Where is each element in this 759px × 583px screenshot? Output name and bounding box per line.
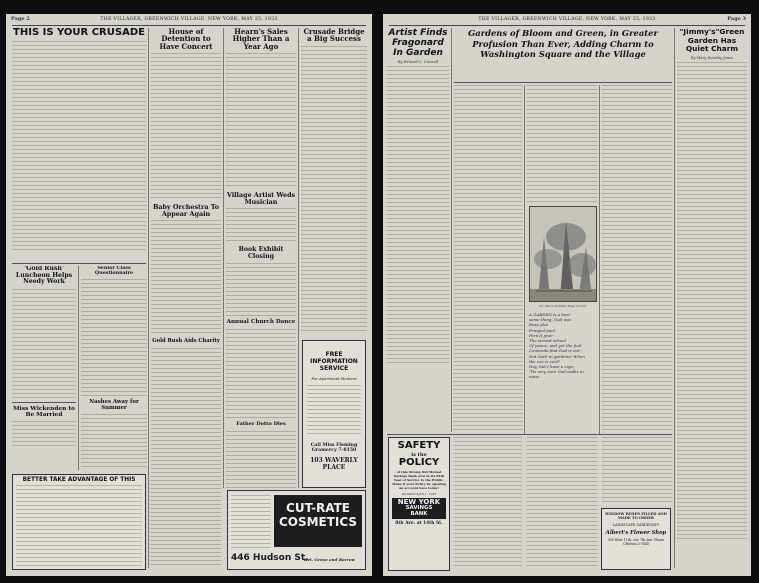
fragonard-headline: Artist Finds Fragonard In Garden [388,28,448,58]
fragonard-byline: By Edward C. Caswell [397,60,439,64]
gold-rush-aids-headline: Gold Rush Aids Charity [152,338,220,345]
nashes-body-text [81,414,147,470]
poem-line: 'Tis very sure God walks in [529,369,584,375]
book-closing-headline: Book Exhibit Closing [238,246,284,260]
cosmetics-price-list [231,495,271,551]
gardens-body-text [527,85,597,203]
section-divider [454,82,672,83]
crusade-body-text [12,41,146,253]
senior-class-headline: Senior Class Questionnaire [94,266,134,277]
left-newspaper-page [6,14,372,576]
poem-line: some thing, God wot. [529,317,573,323]
poem-line: Of peace; and yet the fool [529,343,582,349]
column-divider [451,28,452,432]
gardens-body-text [454,437,522,569]
poem-line: mine. [529,374,541,380]
nashes-headline: Nashes Away for Summer [89,399,139,411]
column-3 [226,28,296,488]
better-take-headline: BETTER TAKE ADVANTAGE OF THIS [22,477,136,483]
safety-body: of this Strong Old Mutual Savings Bank now in its 84th Year of Service to the Public. Make it your Policy by opening an account here today! [392,470,446,490]
bank-address: 8th Ave. at 14th St. [395,520,443,526]
jimmys-byline: By Mary Dorothy Jones [690,55,734,60]
poem-line: Fringed pool [529,327,555,333]
right-newspaper-page [383,14,751,576]
right-page-masthead: THE VILLAGER, GREENWICH VILLAGE, NEW YORK, MAY 25, 1933 [478,17,656,22]
poem-line: Contends that God is not-- [529,348,583,354]
column-4 [301,28,367,338]
house-detention-body-text [151,53,221,201]
cosmetics-corner: Bet. Grove and Barrow [304,557,355,562]
cosmetics-ad [227,490,366,570]
wickenden-body-text [12,421,76,446]
flower-shop-title: WINDOW BOXES FILLED AND MADE TO ORDER [605,512,667,521]
flower-shop-name: Albert's Flower Shop [605,529,667,536]
cosmetics-address: 446 Hudson St. [231,553,309,563]
father-dies-headline: Father Dotto Dies [236,421,286,428]
column-divider [524,85,525,435]
flower-shop-subtitle: LANDSCAPE GARDENING [612,522,660,527]
free-info-address: 103 WAVERLY PLACE [310,457,358,471]
artist-weds-headline: Village Artist Weds Musician [226,191,296,206]
policy-heading: POLICY [398,456,440,468]
gardens-lower-col-3 [602,437,672,505]
garden-photo [529,206,597,302]
bridge-headline: Crusade Bridge a Big Success [303,28,365,44]
bank-name-line-2: SAVINGS [405,505,433,512]
better-take-advantage-box [12,474,146,570]
father-dies-body-text [226,431,296,488]
column-divider [298,28,299,488]
section-divider [387,434,672,435]
safety-is-the: is the [411,451,427,458]
column-divider [78,266,79,470]
bank-name-banner [392,498,446,519]
garden-poem [529,312,599,380]
free-information-ad [302,340,366,488]
poem-line: Rose plot [529,322,548,328]
gardens-body-text [527,437,597,569]
section-divider [12,263,146,264]
column-divider [148,28,149,568]
safety-heading: SAFETY [397,440,441,451]
cosmetics-title: CUT-RATE COSMETICS [278,501,358,529]
free-info-body-text [307,385,361,437]
garden-photo-caption: Dr. Otto's Sunnier Rose Corner [539,304,587,308]
house-detention-headline: House of Detention to Have Concert [159,28,213,51]
right-page-folio: Page 3 [727,16,746,22]
gardens-lower-col-1 [454,437,522,571]
artist-weds-body-text [226,208,296,244]
wickenden-headline: Miss Wickenden to Be Married [13,405,75,418]
free-info-subtitle: For Apartment Hunters [311,376,357,381]
luncheon-headline: 'Gold Rush' Luncheon Helps Needy Work [15,266,73,285]
crusade-article [12,28,146,260]
baby-orchestra-headline: Baby Orchestra To Appear Again [152,203,220,218]
gardens-headline-block [454,28,672,80]
senior-class-article [81,266,147,470]
poem-line: Fern'd grot-- [529,332,555,338]
column-divider [599,85,600,435]
fragonard-body-text [387,66,449,366]
savings-bank-ad [388,437,450,571]
jimmys-body-text [677,62,747,542]
free-info-phone: Gramercy 7-8150 [311,448,357,453]
column-divider [223,28,224,488]
jimmys-garden-article [677,28,747,572]
flower-shop-address: 390 West 11th, cor. 7th Ave. Phone CHelsea 3-7840 [607,537,665,546]
crusade-headline: THIS IS YOUR CRUSADE [13,28,145,38]
gardens-body-col-2 [527,85,597,205]
column-2 [151,28,221,568]
luncheon-article [12,266,76,446]
poem-line: The veriest school [529,338,566,344]
poem-line: Nay, but I have a sign; [529,364,575,370]
masthead-rule [389,25,745,26]
bridge-body-text [301,46,367,332]
poem-line: A GARDEN is a love- [529,312,572,317]
hearn-body-text [226,53,296,189]
gardens-body-col-1 [454,85,522,435]
senior-class-body-text [81,279,147,397]
flower-shop-ad [601,508,671,570]
baby-orchestra-body-text [151,220,221,336]
luncheon-body-text [12,289,76,399]
gardens-body-text [454,85,522,433]
safety-dividend: Dividend April 1, 1933 [401,492,437,496]
annual-church-body-text [226,329,296,419]
left-page-masthead: THE VILLAGER, GREENWICH VILLAGE, NEW YORK, MAY 25, 1933 [100,17,278,22]
gardens-body-text [602,437,672,503]
poem-line: Not God! in gardens! When [529,353,585,359]
column-divider [674,28,675,568]
gold-rush-aids-body-text [151,348,221,568]
masthead-rule [12,25,366,26]
left-page-folio: Page 2 [11,16,30,22]
bank-name-line-3: BANK [410,511,428,518]
poem-line: the eve is cool? [529,358,561,364]
annual-church-headline: Annual Church Dance [226,319,296,326]
hearn-headline: Hearn's Sales Higher Than a Year Ago [232,28,290,51]
gardens-lower-col-2 [527,437,597,571]
free-info-title: FREE INFORMATION SERVICE [310,351,358,372]
cosmetics-banner [274,495,362,547]
free-info-call: Call Miss Fleming [310,443,358,448]
book-closing-body-text [226,263,296,317]
bank-name-line-1: NEW YORK [397,498,441,506]
better-take-body-text [16,485,142,569]
gardens-body-text [602,85,672,433]
section-divider [12,402,76,403]
garden-photo-illustration [530,207,597,302]
gardens-headline: Gardens of Bloom and Green, in Greater Profusion Than Ever, Adding Charm to Washington Square and the Village [468,28,658,59]
gardens-body-col-3 [602,85,672,435]
jimmys-headline: "Jimmy's"Green Garden Has Quiet Charm [679,28,745,54]
